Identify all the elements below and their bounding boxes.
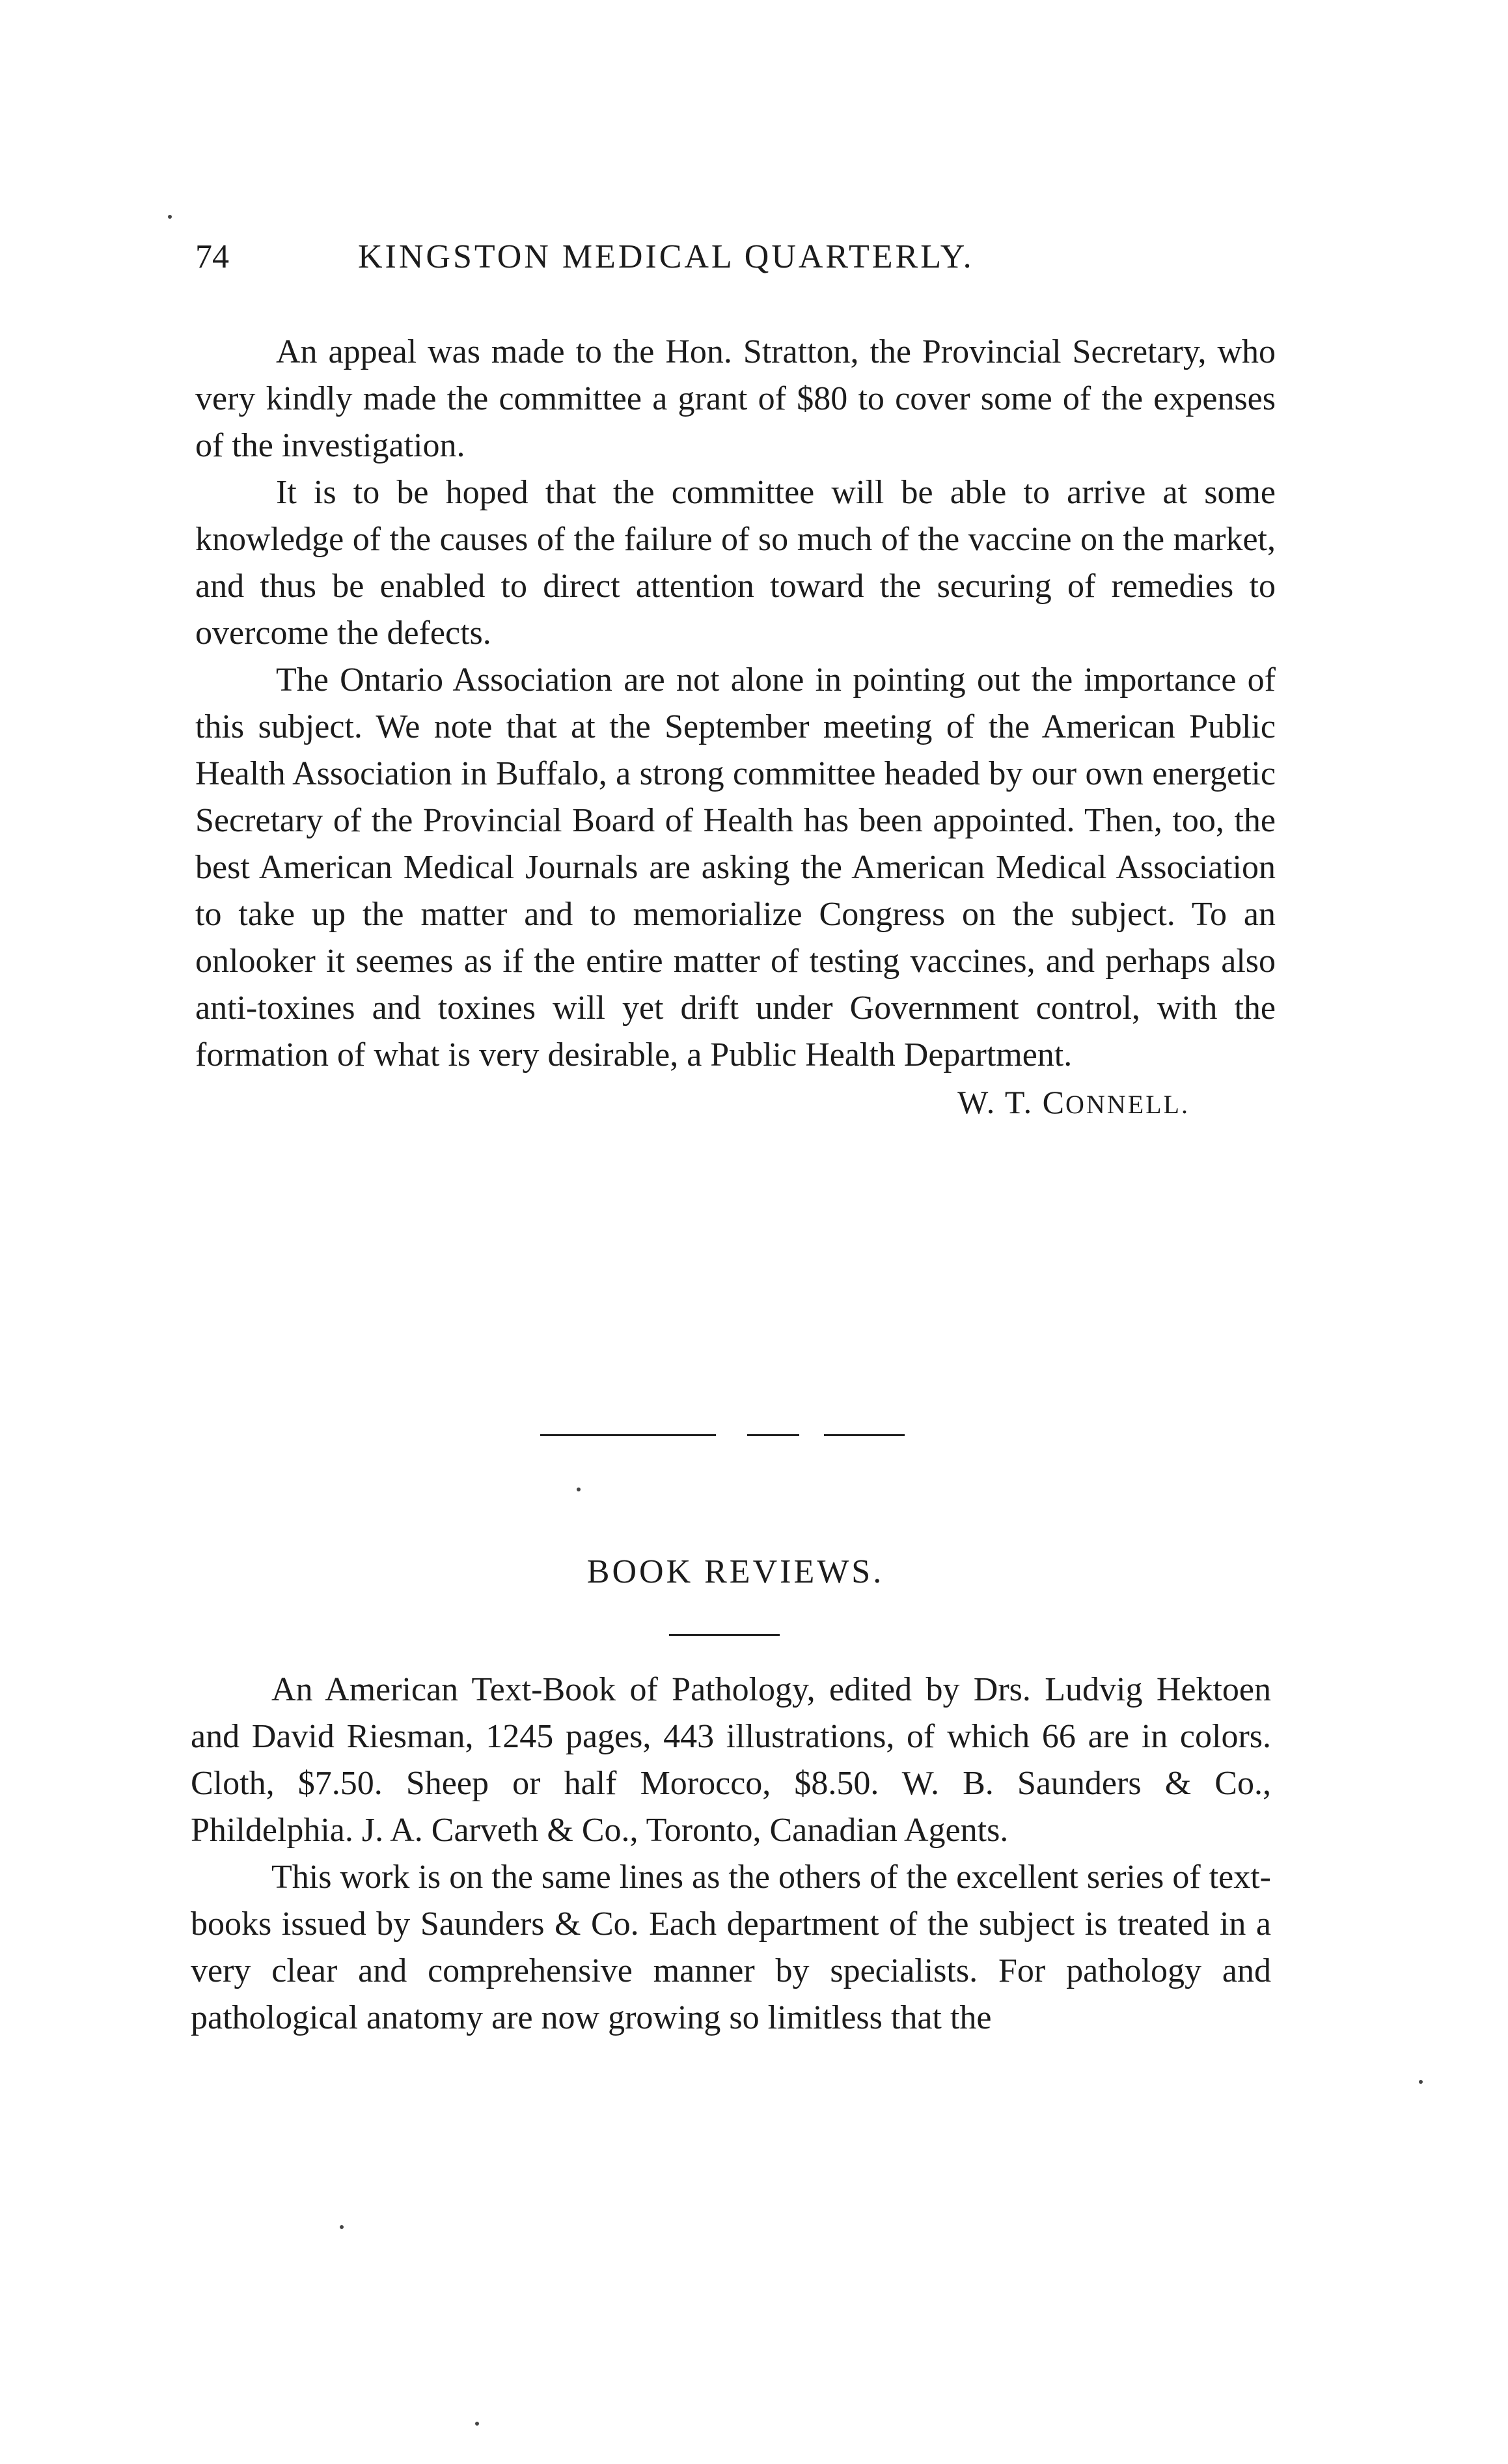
article-paragraph: It is to be hoped that the committee will be able to arrive at some knowledge of the causes of the failure of so much of the vaccine on the market, and thus be enabled to direct attention toward the securing of remedies to overcome the defects.: [195, 474, 1276, 652]
article-body: [195, 329, 1276, 1128]
review-paragraph: An American Text-Book of Pathology, edited by Drs. Ludvig Hektoen and David Riesman, 1245 pages, 443 illustrations, of which 66 are in colors. Cloth, $7.50. Sheep or half Morocco, $8.50. W. B. Saunders & Co., Phildelphia. J. A. Carveth & Co., Toronto, Canadian Agents.: [191, 1671, 1271, 1849]
book-review-body: [191, 1667, 1271, 2042]
running-head: KINGSTON MEDICAL QUARTERLY.: [358, 238, 974, 275]
page-header: [195, 234, 1276, 280]
signature-surname: ONNELL.: [1065, 1090, 1190, 1119]
article-paragraph: The Ontario Association are not alone in pointing out the importance of this subject. We note that at the September meeting of the American Public Health Association in Buffalo, a strong committee headed by our own energetic Secretary of the Provincial Board of Health has been appointed. Then, too, the best American Medical Journals are asking the American Medical Association to take up the matter and to memorialize Congress on the subject. To an onlooker it seemes as if the entire matter of testing vaccines, and perhaps also anti-toxines and toxines will yet drift under Government control, with the formation of what is very desirable, a Public Health Department.: [195, 661, 1276, 1073]
paper-speck: [475, 2422, 479, 2426]
paper-speck: [340, 2225, 344, 2229]
paper-speck: [1419, 2080, 1423, 2084]
signature-initials: W. T. C: [957, 1084, 1066, 1120]
author-signature: [195, 1079, 1276, 1128]
article-paragraph: An appeal was made to the Hon. Stratton, the Provincial Secretary, who very kindly made the committee a grant of $80 to cover some of the expenses of the investigation.: [195, 333, 1276, 464]
section-divider: [540, 1432, 905, 1439]
book-reviews-heading: BOOK REVIEWS.: [586, 1553, 884, 1590]
heading-rule: [669, 1634, 780, 1636]
paper-speck: [168, 215, 172, 219]
paper-speck: [577, 1488, 581, 1491]
divider-segment: [540, 1434, 716, 1436]
divider-segment: [747, 1434, 799, 1436]
page-number: 74: [195, 238, 229, 275]
divider-segment: [824, 1434, 905, 1436]
review-paragraph: This work is on the same lines as the others of the excellent series of text-books issued by Saunders & Co. Each department of the subject is treated in a very clear and comprehensive manner by specialists. For pathology and pathological anatomy are now growing so limitless that the: [191, 1859, 1271, 2036]
